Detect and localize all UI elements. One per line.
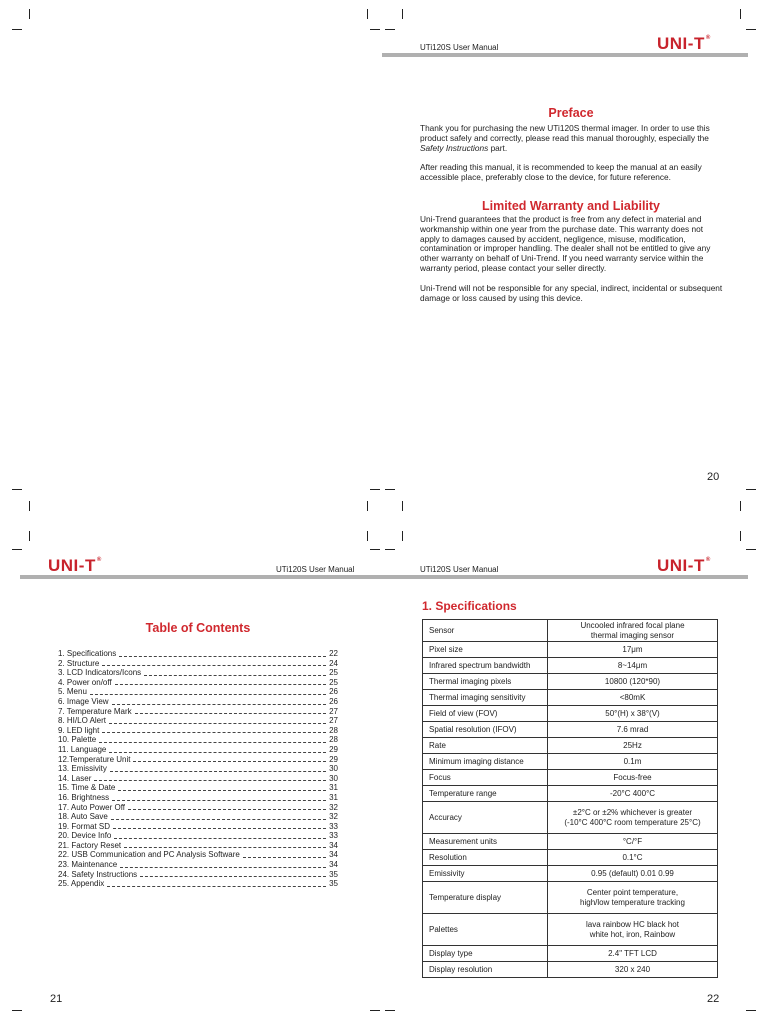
- toc-entry: [58, 678, 338, 688]
- toc-entry-label: 4. Power on/off: [58, 677, 112, 687]
- toc-entry-label: 22. USB Communication and PC Analysis Software: [58, 850, 240, 860]
- unit-logo: UNI-T®: [657, 556, 711, 575]
- spec-label: Measurement units: [423, 834, 548, 850]
- toc-entry: [58, 850, 338, 860]
- spec-value: [548, 770, 718, 786]
- spec-value-line: 0.1m: [623, 756, 642, 766]
- spec-label: Resolution: [423, 850, 548, 866]
- spec-row: [423, 802, 718, 834]
- spec-label: Infrared spectrum bandwidth: [423, 658, 548, 674]
- preface-paragraph-1: Thank you for purchasing the new UTi120S thermal imager. In order to use this product safely and correctly, please read this manual thoroughly, especially the Safety Instructions part.: [420, 123, 710, 153]
- spec-row: [423, 786, 718, 802]
- toc-entry-label: 23. Maintenance: [58, 860, 118, 870]
- toc-entry-page: 32: [329, 812, 338, 822]
- toc-leader: [128, 809, 326, 810]
- header-rule: [382, 53, 748, 57]
- toc-entry-label: 24. Safety Instructions: [58, 869, 138, 879]
- preface-title: Preface: [548, 106, 594, 120]
- toc-leader: [109, 723, 326, 724]
- spec-label: Field of view (FOV): [423, 706, 548, 722]
- toc-entry-page: 25: [329, 668, 338, 678]
- toc-entry-label: 20. Device Info: [58, 831, 112, 841]
- toc-entry: [58, 764, 338, 774]
- spec-label: Display type: [423, 946, 548, 962]
- toc-entry-label: 5. Menu: [58, 687, 87, 697]
- spec-value-line: °C/°F: [622, 836, 643, 846]
- toc-leader: [112, 704, 327, 705]
- manual-title: UTi120S User Manual: [276, 565, 355, 574]
- warranty-title: Limited Warranty and Liability: [481, 199, 661, 213]
- spec-value: [548, 914, 718, 946]
- toc-title: Table of Contents: [145, 621, 251, 635]
- spec-row: [423, 642, 718, 658]
- spec-value-line: ±2°C or ±2% whichever is greater: [572, 808, 693, 817]
- spec-value: [548, 866, 718, 882]
- toc-entry-page: 24: [329, 658, 338, 668]
- toc-leader: [144, 675, 326, 676]
- header-rule: [382, 575, 748, 579]
- spec-row: [423, 754, 718, 770]
- toc-entry-label: 21. Factory Reset: [58, 840, 122, 850]
- toc-entry: [58, 831, 338, 841]
- warranty-paragraph-1: Uni-Trend guarantees that the product is free from any defect in material and workmanship within one year from the purchase date. This warranty does not apply to damages caused by accident, negligence, misuse, modification, contamination or improper handling. The dealer shall not be entitled to give any other warranty on behalf of Uni-Trend. If you need warranty service within the warranty period, please contact your seller directly.: [420, 214, 711, 273]
- toc-entry-label: 16. Brightness: [58, 792, 110, 802]
- toc-entry-label: 12.Temperature Unit: [58, 754, 131, 764]
- warranty-paragraph-2: Uni-Trend will not be responsible for any special, indirect, incidental or subsequent damage or loss caused by using this device.: [420, 283, 723, 303]
- toc-entry: [58, 793, 338, 803]
- spec-value-line: 17μm: [622, 644, 643, 654]
- spec-value-line: thermal imaging sensor: [590, 630, 675, 640]
- spec-value-line: 50°(H) x 38°(V): [605, 708, 660, 718]
- toc-entry: [58, 822, 338, 832]
- spec-label: Thermal imaging pixels: [423, 674, 548, 690]
- toc-entry-label: 25. Appendix: [58, 879, 105, 889]
- toc-entry-page: 35: [329, 879, 338, 889]
- spec-value: [548, 690, 718, 706]
- toc-entry-page: 27: [329, 716, 338, 726]
- toc-leader: [135, 713, 326, 714]
- spec-value-line: (-10°C 400°C room temperature 25°C): [564, 817, 701, 827]
- toc-entry-label: 14. Laser: [58, 773, 92, 783]
- toc-entry: [58, 745, 338, 755]
- spec-row: [423, 690, 718, 706]
- toc-entry: [58, 783, 338, 793]
- toc-entry: [58, 649, 338, 659]
- spec-row: [423, 946, 718, 962]
- toc-leader: [109, 752, 326, 753]
- spec-value: [548, 946, 718, 962]
- spec-value-line: 25Hz: [623, 740, 642, 750]
- spec-label: Spatial resolution (IFOV): [423, 722, 548, 738]
- toc-entry-page: 30: [329, 773, 338, 783]
- toc-entry: [58, 803, 338, 813]
- spec-value-line: 10800 (120*90): [604, 676, 661, 686]
- toc-entry-label: 15. Time & Date: [58, 783, 116, 793]
- toc-entry: [58, 735, 338, 745]
- toc-leader: [110, 771, 326, 772]
- spec-row: [423, 658, 718, 674]
- spec-value-line: white hot, iron, Rainbow: [589, 929, 676, 939]
- toc-entry: [58, 755, 338, 765]
- spec-value: [548, 722, 718, 738]
- toc-entry: [58, 860, 338, 870]
- toc-entry-page: 34: [329, 860, 338, 870]
- toc-leader: [124, 847, 326, 848]
- spec-label: Rate: [423, 738, 548, 754]
- toc-entry-page: 34: [329, 840, 338, 850]
- spec-value-line: <80mK: [619, 692, 646, 702]
- spec-value: [548, 962, 718, 978]
- toc-entry-page: 27: [329, 706, 338, 716]
- spec-value: [548, 642, 718, 658]
- spec-label: Focus: [423, 770, 548, 786]
- spec-value: [548, 786, 718, 802]
- toc-entry-page: 32: [329, 802, 338, 812]
- toc-entry-label: 18. Auto Save: [58, 812, 108, 822]
- toc-leader: [118, 790, 326, 791]
- spec-value: [548, 834, 718, 850]
- toc-entry-page: 29: [329, 754, 338, 764]
- spec-row: [423, 850, 718, 866]
- spec-row: [423, 914, 718, 946]
- unit-logo: UNI-T®: [48, 556, 102, 575]
- spec-value-line: 320 x 240: [614, 964, 651, 974]
- spec-row: [423, 706, 718, 722]
- spec-value-line: 2.4" TFT LCD: [608, 948, 657, 958]
- toc-entry-page: 34: [329, 850, 338, 860]
- toc-entry: [58, 716, 338, 726]
- toc-entry-label: 6. Image View: [58, 696, 109, 706]
- spec-label: Thermal imaging sensitivity: [423, 690, 548, 706]
- spec-label: Temperature range: [423, 786, 548, 802]
- toc-entry: [58, 687, 338, 697]
- toc-entry-page: 33: [329, 821, 338, 831]
- spec-row: [423, 620, 718, 642]
- toc-entry-label: 2. Structure: [58, 658, 100, 668]
- spec-value-line: Center point temperature,: [586, 888, 679, 897]
- toc-leader: [102, 665, 326, 666]
- toc-entry-label: 19. Format SD: [58, 821, 111, 831]
- spec-row: [423, 834, 718, 850]
- spec-row: [423, 882, 718, 914]
- spec-label: Pixel size: [423, 642, 548, 658]
- manual-title: UTi120S User Manual: [420, 565, 499, 574]
- toc-entry-page: 28: [329, 725, 338, 735]
- toc-entry: [58, 707, 338, 717]
- spec-value: [548, 658, 718, 674]
- toc-entry-label: 7. Temperature Mark: [58, 706, 132, 716]
- spec-row: [423, 722, 718, 738]
- spec-label: Temperature display: [423, 882, 548, 914]
- unit-logo: UNI-T®: [657, 34, 711, 53]
- spec-row: [423, 770, 718, 786]
- toc-entry: [58, 774, 338, 784]
- toc-leader: [107, 886, 326, 887]
- toc-entry: [58, 726, 338, 736]
- spec-row: [423, 866, 718, 882]
- toc-entry: [58, 697, 338, 707]
- toc-entry-page: 26: [329, 687, 338, 697]
- toc-entry: [58, 841, 338, 851]
- toc-leader: [99, 742, 326, 743]
- preface-paragraph-2: After reading this manual, it is recommended to keep the manual at an easily accessible place, preferably close to the device, for future reference.: [420, 162, 702, 182]
- toc-entry: [58, 812, 338, 822]
- spec-value: [548, 706, 718, 722]
- spec-value: [548, 802, 718, 834]
- toc-leader: [243, 857, 326, 858]
- spec-label: Minimum imaging distance: [423, 754, 548, 770]
- toc-leader: [102, 732, 326, 733]
- toc-entry-label: 3. LCD Indicators/Icons: [58, 668, 142, 678]
- spec-value: [548, 674, 718, 690]
- toc-leader: [111, 819, 326, 820]
- specifications-table: [422, 619, 718, 978]
- spec-row: [423, 674, 718, 690]
- page-number: 20: [707, 471, 720, 483]
- spec-value: [548, 620, 718, 642]
- toc-entry: [58, 870, 338, 880]
- spec-value: [548, 738, 718, 754]
- spec-label: Display resolution: [423, 962, 548, 978]
- spec-value: [548, 882, 718, 914]
- toc-entry-label: 11. Language: [58, 744, 107, 754]
- table-of-contents: [58, 649, 338, 889]
- spec-value-line: Uncooled infrared focal plane: [580, 621, 685, 630]
- specifications-title: 1. Specifications: [422, 599, 517, 613]
- toc-entry-page: 31: [329, 783, 338, 793]
- toc-entry-label: 17. Auto Power Off: [58, 802, 126, 812]
- spec-value-line: 0.95 (default) 0.01 0.99: [591, 868, 674, 878]
- toc-entry-label: 13. Emissivity: [58, 764, 107, 774]
- toc-leader: [119, 656, 326, 657]
- toc-entry-page: 30: [329, 764, 338, 774]
- toc-leader: [140, 876, 326, 877]
- toc-entry-page: 33: [329, 831, 338, 841]
- toc-leader: [120, 867, 326, 868]
- toc-entry-page: 26: [329, 696, 338, 706]
- toc-leader: [113, 828, 326, 829]
- spec-label: Emissivity: [423, 866, 548, 882]
- spec-label: Palettes: [423, 914, 548, 946]
- toc-entry-page: 22: [329, 649, 338, 658]
- page-number: 21: [50, 993, 63, 1005]
- spec-value-line: Focus-free: [613, 772, 652, 782]
- spec-value: [548, 850, 718, 866]
- spec-row: [423, 738, 718, 754]
- header-rule: [20, 575, 386, 579]
- toc-leader: [112, 800, 326, 801]
- toc-leader: [114, 838, 326, 839]
- toc-entry-page: 28: [329, 735, 338, 745]
- toc-leader: [133, 761, 326, 762]
- spec-label: Accuracy: [423, 802, 548, 834]
- spec-value-line: high/low temperature tracking: [580, 897, 685, 907]
- toc-entry-label: 1. Specifications: [58, 649, 117, 658]
- toc-leader: [94, 780, 326, 781]
- spec-label: Sensor: [423, 620, 548, 642]
- toc-entry-page: 31: [329, 792, 338, 802]
- spec-value-line: lava rainbow HC black hot: [586, 920, 679, 929]
- spec-value: [548, 754, 718, 770]
- toc-entry-page: 25: [329, 677, 338, 687]
- toc-entry: [58, 879, 338, 889]
- spec-value-line: 8~14μm: [617, 660, 648, 670]
- toc-entry: [58, 659, 338, 669]
- toc-entry-label: 10. Palette: [58, 735, 97, 745]
- spec-value-line: 7.6 mrad: [616, 724, 649, 734]
- toc-leader: [90, 694, 326, 695]
- toc-entry-label: 8. HI/LO Alert: [58, 716, 107, 726]
- toc-leader: [115, 684, 326, 685]
- spec-row: [423, 962, 718, 978]
- toc-entry-page: 29: [329, 744, 338, 754]
- spec-value-line: -20°C 400°C: [609, 788, 656, 798]
- spec-value-line: 0.1°C: [622, 852, 643, 862]
- toc-entry-label: 9. LED light: [58, 725, 100, 735]
- toc-entry-page: 35: [329, 869, 338, 879]
- manual-title: UTi120S User Manual: [420, 43, 499, 52]
- toc-entry: [58, 668, 338, 678]
- page-number: 22: [707, 993, 720, 1005]
